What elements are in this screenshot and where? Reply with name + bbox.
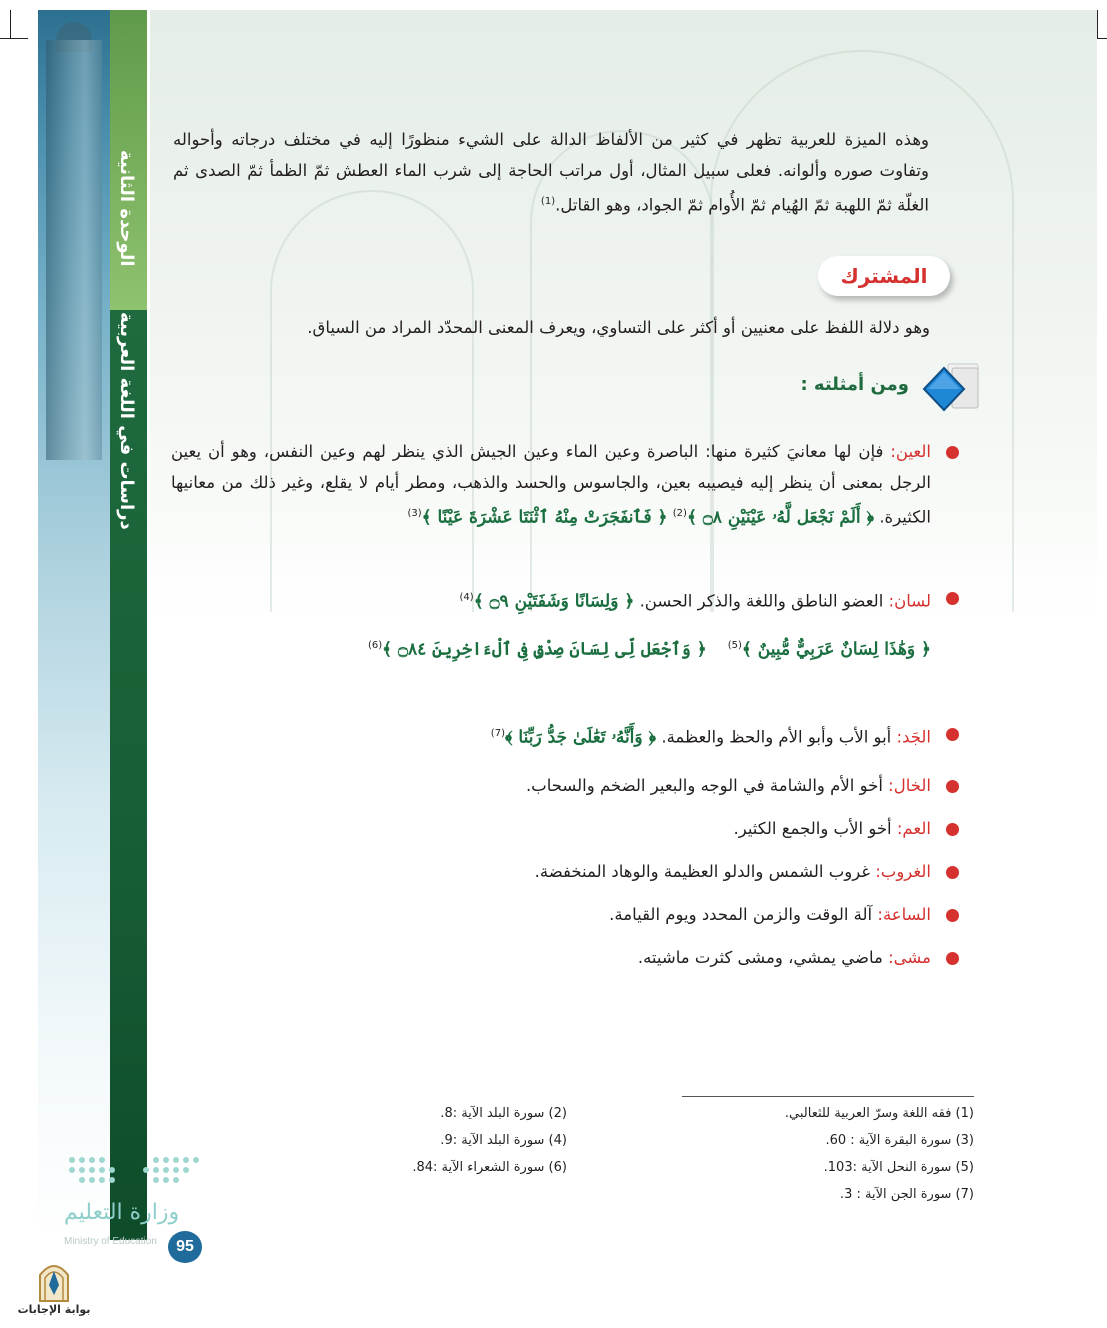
minaret-photo [38, 10, 110, 1240]
footnote-ref[interactable]: (4) [459, 592, 474, 603]
footnote-ref[interactable]: (1) [540, 196, 556, 207]
unit-band [110, 10, 147, 310]
example-term: الغروب: [875, 862, 931, 881]
bullet-icon [946, 592, 959, 605]
dots-pattern-icon [66, 1154, 202, 1190]
logo-english: Ministry of Education [64, 1236, 157, 1247]
example-term: الجَد: [896, 727, 931, 747]
intro-paragraph: وهذه الميزة للعربية تظهر في كثير من الألفاظ الدالة على الشيء منظورًا إليه في مختلف درجاته وأحواله وتفاوت صوره وألوانه. فعلى سبيل المثال، أول مراتب الحاجة إلى شرب الماء العطش ثمّ الظمأ ثمّ الصدى ثم الغلّة ثمّ اللهبة ثمّ الهُيام ثمّ الأُوام ثمّ الجواد، وهو القاتل.$^{(1)}$ [173, 130, 929, 215]
example-text: أخو الأم والشامة في الوجه والبعير الضخم والسحاب. [525, 776, 889, 795]
crop-mark [1097, 10, 1098, 38]
crop-mark [10, 10, 11, 38]
example-item-khal [171, 770, 931, 801]
example-item-saa [171, 899, 931, 930]
example-text: أخو الأب والجمع الكثير. [733, 819, 897, 838]
footnote-ref[interactable]: (5) [727, 640, 742, 651]
quran-verse: ﴿ وَهَٰذَا لِسَانٌ عَرَبِيٌّ مُّبِينٌ ﴾ [741, 639, 931, 660]
quran-verse: ﴿ وَأَنَّهُۥ تَعَٰلَىٰ جَدُّ رَبِّنَا ﴾ [504, 727, 657, 748]
footnotes-left-column [412, 1100, 567, 1181]
arch-pen-icon [14, 1255, 94, 1303]
bullet-icon [946, 780, 959, 793]
course-band [110, 310, 147, 1240]
footnote-ref[interactable]: (7) [490, 728, 505, 739]
example-item-ghurub [171, 856, 931, 887]
footnote-divider [682, 1096, 974, 1097]
page-number-badge: 95 [168, 1231, 202, 1263]
example-term: مشى: [888, 948, 931, 967]
quran-verse: ﴿ وَلِسَانًا وَشَفَتَيْنِ ۝٩ ﴾ [473, 591, 635, 612]
example-item-ain [171, 436, 931, 534]
footnote-item: (3) سورة البقرة الآية : 60. [825, 1133, 974, 1148]
example-text: العضو الناطق واللغة والذكر الحسن. [639, 591, 889, 611]
example-text: فإن لها معانيَ كثيرة منها: الباصرة وعين الماء وعين الجيش الذي ينظر لهم وعين النفس، وهو أن يعين الرجل بمعنى أن ينظر إليه فيصيبه بعين، والجاسوس والحسد والذهب، ومطر أيام لا يقلع، وغير ذلك من معانيها الكثيرة. [171, 442, 931, 527]
example-text: أبو الأب وأبو الأم والحظ والعظمة. [661, 727, 897, 747]
footnote-item: (6) سورة الشعراء الآية :84. [412, 1160, 567, 1175]
example-item-amm [171, 813, 931, 844]
example-item-masha [171, 942, 931, 973]
bullet-icon [946, 909, 959, 922]
definition-paragraph: وهو دلالة اللفظ على معنيين أو أكثر على التساوي، ويعرف المعنى المحدّد المراد من السياق. [307, 318, 930, 337]
bullet-icon [946, 866, 959, 879]
footnote-ref[interactable]: (3) [407, 508, 422, 519]
course-label: دراسات في اللغة العربية [116, 312, 137, 530]
example-term: العم: [896, 819, 931, 838]
bullet-icon [946, 728, 959, 741]
example-item-jad [171, 718, 931, 754]
example-term: لسان: [888, 591, 931, 611]
example-term: الساعة: [877, 905, 931, 924]
crop-mark [0, 38, 28, 39]
bullet-icon [946, 952, 959, 965]
logo-arabic: وزارة التعليم [64, 1200, 180, 1225]
footnote-item: (2) سورة البلد الآية :8. [440, 1106, 567, 1121]
watermark-stamp [14, 1255, 94, 1325]
bullet-icon [946, 446, 959, 459]
examples-heading: ومن أمثلته : [800, 374, 909, 395]
example-term: العين: [890, 442, 931, 461]
example-term: الخال: [888, 776, 931, 795]
unit-label: الوحدة الثانية [116, 150, 137, 267]
footnote-ref[interactable]: (6) [367, 640, 383, 651]
section-tag: المشترك [818, 256, 950, 296]
diamond-folder-icon [922, 362, 980, 416]
footnote-ref[interactable]: (2) [672, 508, 687, 519]
footnote-item: (1) فقه اللغة وسرّ العربية للثعالبي. [784, 1106, 974, 1121]
example-text: غروب الشمس والدلو العظيمة والوهاد المنخفضة. [534, 862, 876, 881]
quran-verse: ﴿ فَٱنفَجَرَتْ مِنْهُ ٱثْنَتَا عَشْرَةَ عَيْنًا ﴾ [421, 507, 668, 528]
example-item-lisan [171, 582, 931, 618]
quran-verse: ﴿ أَلَمْ نَجْعَل لَّهُۥ عَيْنَيْنِ ۝٨ ﴾ [686, 507, 875, 528]
footnote-item: (4) سورة البلد الآية :9. [440, 1133, 567, 1148]
quran-line [368, 630, 931, 666]
footnote-item: (5) سورة النحل الآية :103. [823, 1160, 974, 1175]
example-text: ماضي يمشي، ومشى كثرت ماشيته. [637, 948, 889, 967]
example-text: آلة الوقت والزمن المحدد ويوم القيامة. [609, 905, 878, 924]
quran-verse: ﴿ وَٱجْعَل لِّى لِسَانَ صِدْقٍ فِى ٱلْءَاخِرِينَ ۝٨٤ ﴾ [382, 639, 707, 660]
watermark-caption: بوابة الإجابات [17, 1303, 91, 1316]
footnote-item: (7) سورة الجن الآية : 3. [839, 1187, 974, 1202]
footnotes-right-column [785, 1100, 974, 1208]
bullet-icon [946, 823, 959, 836]
